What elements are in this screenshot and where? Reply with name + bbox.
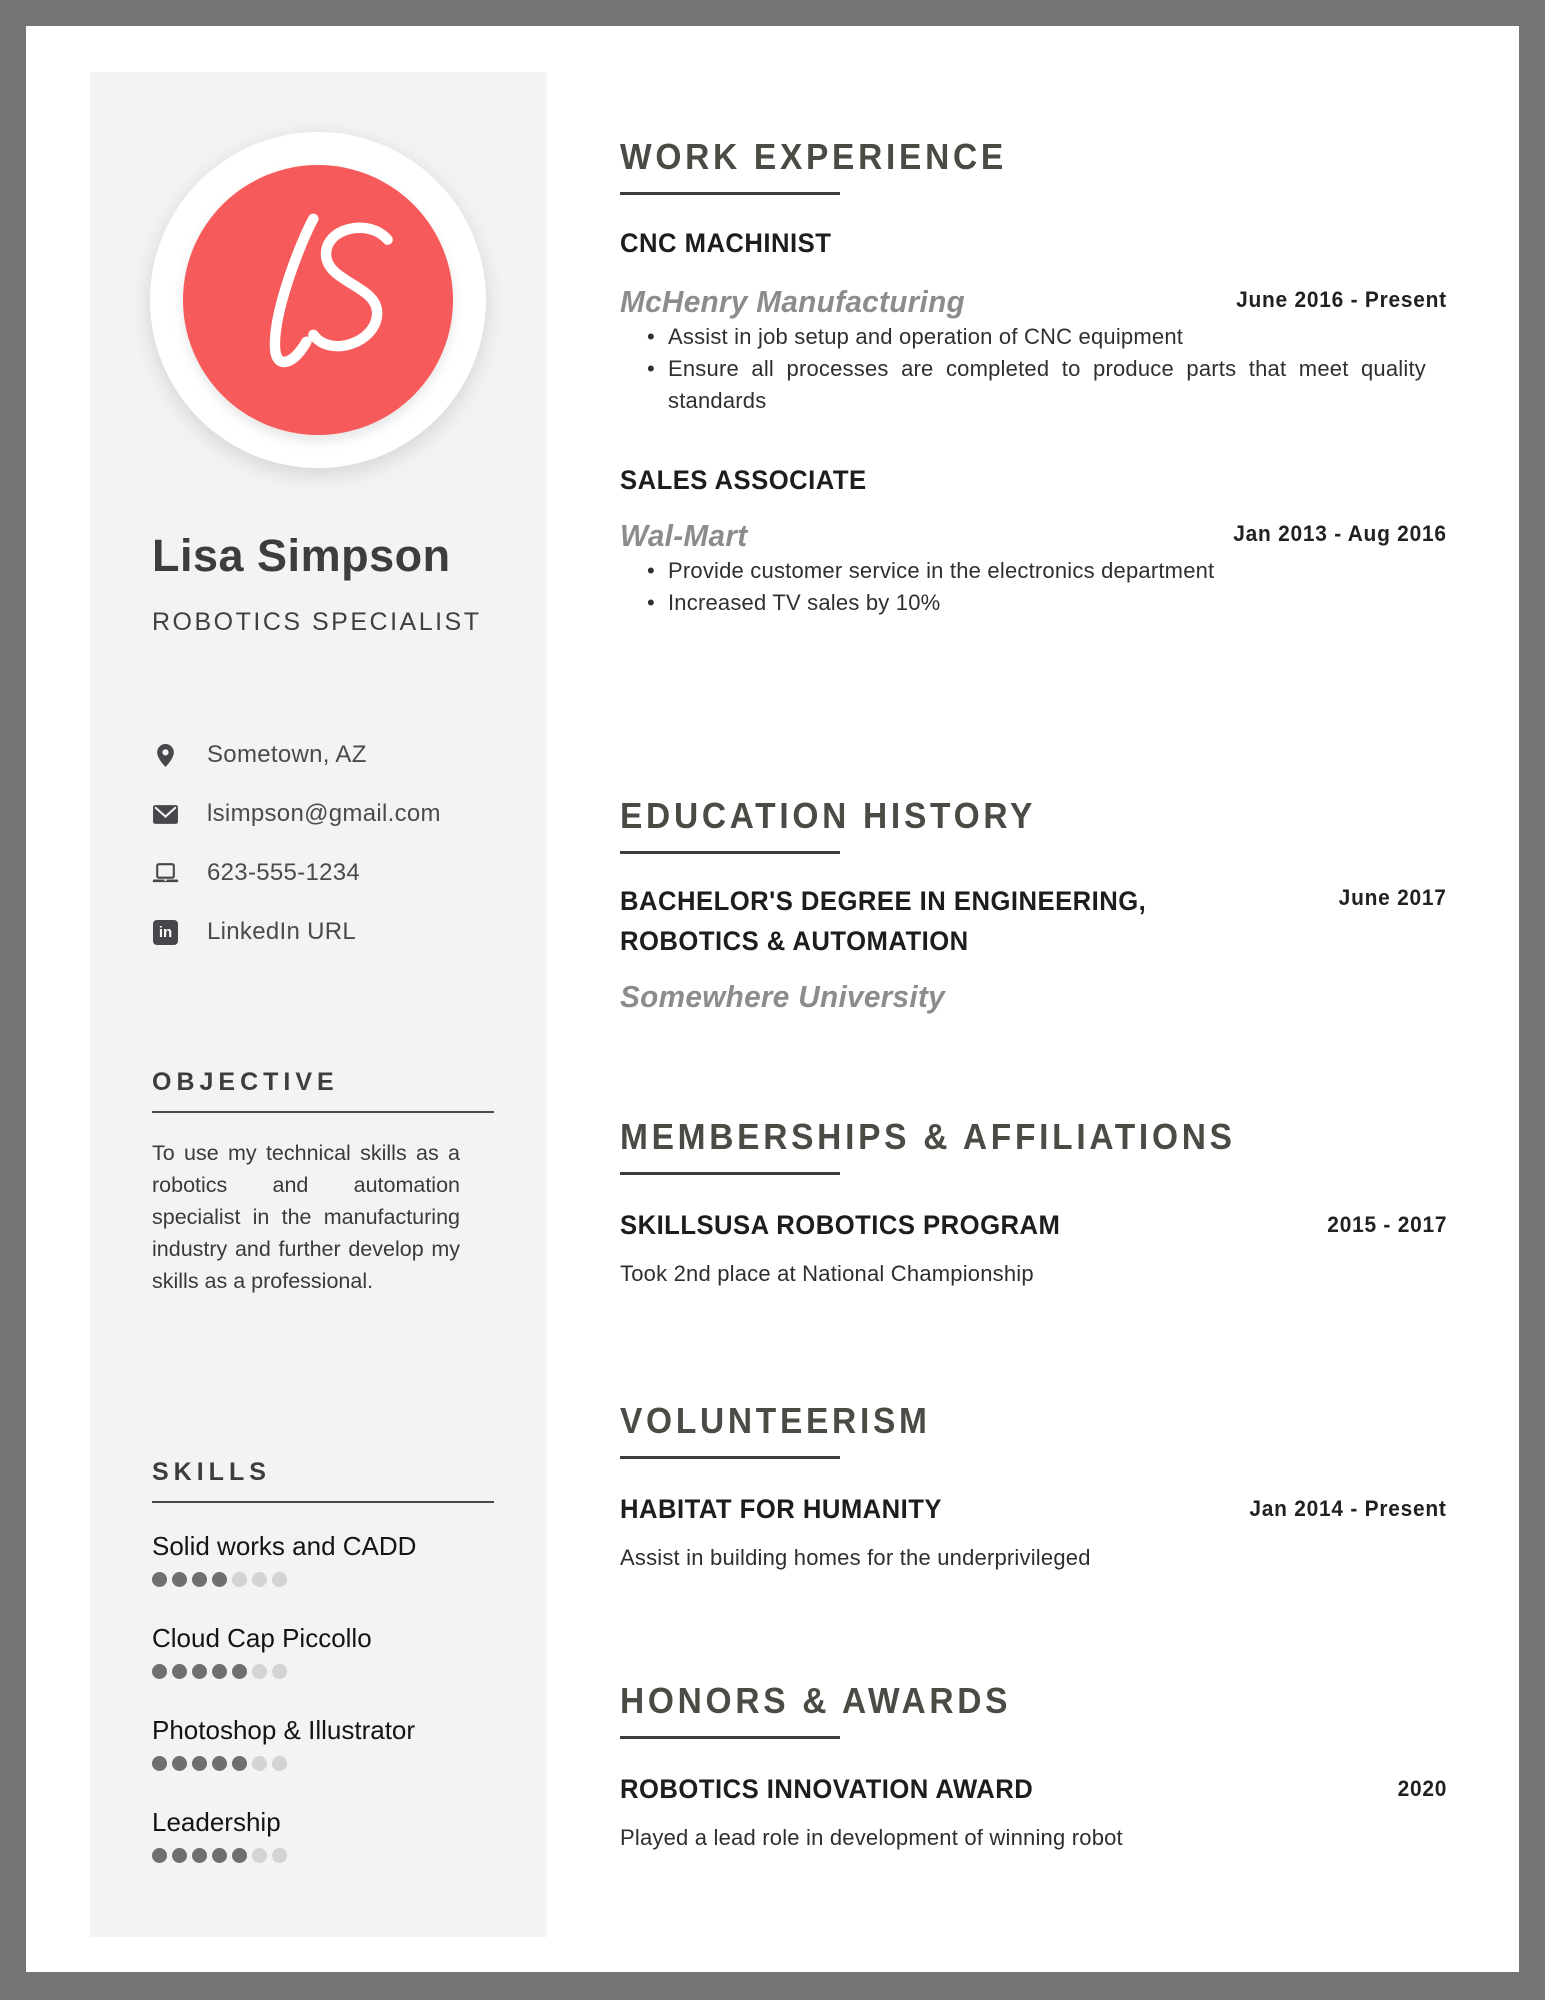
contact-location bbox=[152, 740, 494, 770]
work-experience-section bbox=[620, 138, 1447, 619]
skill-dot-filled bbox=[192, 1756, 207, 1771]
skill-dot-filled bbox=[192, 1664, 207, 1679]
contact-email-text: lsimpson@gmail.com bbox=[207, 800, 441, 827]
section-rule bbox=[620, 1736, 840, 1739]
skill-level-dots bbox=[152, 1664, 494, 1679]
school-row bbox=[620, 978, 1447, 1016]
skill-item bbox=[152, 1805, 494, 1863]
linkedin-icon: in bbox=[152, 919, 179, 946]
membership-description: Took 2nd place at National Championship bbox=[620, 1261, 1034, 1286]
skill-dot-empty bbox=[272, 1756, 287, 1771]
memberships-heading: MEMBERSHIPS & AFFILIATIONS bbox=[620, 1116, 1236, 1157]
job-bullet: • Provide customer service in the electronics department bbox=[647, 555, 1426, 587]
contact-block bbox=[152, 740, 494, 976]
company-name: Wal-Mart bbox=[620, 518, 748, 553]
volunteer-title: HABITAT FOR HUMANITY bbox=[620, 1494, 943, 1524]
skill-dot-empty bbox=[252, 1756, 267, 1771]
skill-dot-filled bbox=[232, 1664, 247, 1679]
company-name: McHenry Manufacturing bbox=[620, 284, 966, 319]
skill-name: Solid works and CADD bbox=[152, 1531, 417, 1561]
skill-dot-filled bbox=[212, 1848, 227, 1863]
skill-dot-filled bbox=[172, 1848, 187, 1863]
monogram-logo bbox=[150, 132, 486, 468]
memberships-section bbox=[620, 1118, 1447, 1289]
location-pin-icon bbox=[152, 742, 179, 769]
contact-phone bbox=[152, 858, 494, 888]
membership-title: SKILLSUSA ROBOTICS PROGRAM bbox=[620, 1210, 1061, 1240]
skill-dot-filled bbox=[152, 1756, 167, 1771]
contact-location-text: Sometown, AZ bbox=[207, 741, 367, 768]
envelope-icon bbox=[152, 801, 179, 828]
education-entry bbox=[620, 881, 1447, 961]
skill-dot-filled bbox=[152, 1664, 167, 1679]
monogram-ls-icon bbox=[202, 184, 434, 416]
volunteer-date: Jan 2014 - Present bbox=[1249, 1496, 1447, 1521]
skill-dot-filled bbox=[212, 1756, 227, 1771]
section-rule bbox=[620, 1456, 840, 1459]
skill-name: Photoshop & Illustrator bbox=[152, 1715, 416, 1745]
skill-item bbox=[152, 1621, 494, 1679]
job-title: SALES ASSOCIATE bbox=[620, 465, 867, 495]
skill-dot-filled bbox=[192, 1572, 207, 1587]
job-company-row bbox=[620, 517, 1447, 555]
laptop-icon bbox=[152, 860, 179, 887]
section-rule bbox=[620, 851, 840, 854]
skill-dot-filled bbox=[172, 1572, 187, 1587]
skill-dot-filled bbox=[232, 1756, 247, 1771]
job-date: June 2016 - Present bbox=[1236, 287, 1447, 312]
job-entry bbox=[620, 463, 1447, 497]
skill-dot-empty bbox=[252, 1572, 267, 1587]
skill-item bbox=[152, 1529, 494, 1587]
job-bullets bbox=[620, 321, 1426, 417]
award-entry bbox=[620, 1772, 1447, 1806]
skill-item bbox=[152, 1713, 494, 1771]
degree-title: BACHELOR'S DEGREE IN ENGINEERING, ROBOTICS & AUTOMATION bbox=[620, 886, 1147, 956]
volunteer-entry bbox=[620, 1492, 1447, 1526]
job-entry bbox=[620, 226, 1447, 260]
skill-level-dots bbox=[152, 1848, 494, 1863]
skill-dot-empty bbox=[272, 1664, 287, 1679]
skill-dot-filled bbox=[212, 1572, 227, 1587]
job-title: CNC MACHINIST bbox=[620, 228, 832, 258]
skill-dot-filled bbox=[212, 1664, 227, 1679]
education-date: June 2017 bbox=[1339, 885, 1447, 910]
job-bullet: • Increased TV sales by 10% bbox=[647, 587, 1426, 619]
award-title: ROBOTICS INNOVATION AWARD bbox=[620, 1774, 1034, 1804]
work-experience-heading: WORK EXPERIENCE bbox=[620, 136, 1007, 177]
objective-heading: OBJECTIVE bbox=[152, 1068, 339, 1096]
honors-section bbox=[620, 1682, 1447, 1853]
skill-level-dots bbox=[152, 1756, 494, 1771]
section-rule bbox=[620, 1172, 840, 1175]
skill-name: Cloud Cap Piccollo bbox=[152, 1623, 372, 1653]
skill-dot-empty bbox=[272, 1572, 287, 1587]
skills-rule bbox=[152, 1501, 494, 1503]
contact-linkedin-text: LinkedIn URL bbox=[207, 918, 357, 945]
skill-level-dots bbox=[152, 1572, 494, 1587]
volunteerism-heading: VOLUNTEERISM bbox=[620, 1400, 931, 1441]
sidebar bbox=[90, 72, 547, 1937]
skills-heading: SKILLS bbox=[152, 1458, 271, 1486]
school-name: Somewhere University bbox=[620, 979, 945, 1014]
skill-dot-filled bbox=[152, 1848, 167, 1863]
contact-linkedin bbox=[152, 917, 494, 947]
job-bullet: • Assist in job setup and operation of CNC equipment bbox=[647, 321, 1426, 353]
skill-dot-filled bbox=[172, 1756, 187, 1771]
objective-text: To use my technical skills as a robotics and automation specialist in the manufacturing industry and further develop my skills as a professional. bbox=[152, 1141, 460, 1293]
section-rule bbox=[620, 192, 840, 195]
skill-dot-filled bbox=[152, 1572, 167, 1587]
skills-list bbox=[152, 1529, 494, 1863]
membership-date: 2015 - 2017 bbox=[1327, 1212, 1447, 1237]
skill-dot-filled bbox=[172, 1664, 187, 1679]
volunteerism-section bbox=[620, 1402, 1447, 1573]
award-description: Played a lead role in development of winning robot bbox=[620, 1825, 1123, 1850]
skill-dot-empty bbox=[272, 1848, 287, 1863]
contact-email bbox=[152, 799, 494, 829]
job-company-row bbox=[620, 283, 1447, 321]
job-date: Jan 2013 - Aug 2016 bbox=[1233, 521, 1447, 546]
objective-section bbox=[152, 1067, 494, 1297]
job-bullet: • Ensure all processes are completed to produce parts that meet quality standards bbox=[647, 353, 1426, 417]
job-bullets bbox=[620, 555, 1426, 619]
skill-name: Leadership bbox=[152, 1807, 281, 1837]
skills-section bbox=[152, 1457, 494, 1897]
skill-dot-empty bbox=[252, 1848, 267, 1863]
resume-page bbox=[26, 26, 1519, 1972]
education-heading: EDUCATION HISTORY bbox=[620, 795, 1037, 836]
membership-entry bbox=[620, 1208, 1447, 1242]
person-name: Lisa Simpson bbox=[152, 530, 451, 581]
objective-rule bbox=[152, 1111, 494, 1113]
skill-dot-filled bbox=[192, 1848, 207, 1863]
award-date: 2020 bbox=[1397, 1776, 1447, 1801]
skill-dot-empty bbox=[252, 1664, 267, 1679]
contact-phone-text: 623-555-1234 bbox=[207, 859, 361, 886]
skill-dot-filled bbox=[232, 1848, 247, 1863]
person-job-title: ROBOTICS SPECIALIST bbox=[152, 608, 482, 636]
volunteer-description: Assist in building homes for the underprivileged bbox=[620, 1545, 1091, 1570]
education-section bbox=[620, 797, 1447, 1016]
skill-dot-empty bbox=[232, 1572, 247, 1587]
honors-heading: HONORS & AWARDS bbox=[620, 1680, 1012, 1721]
monogram-circle bbox=[183, 165, 453, 435]
